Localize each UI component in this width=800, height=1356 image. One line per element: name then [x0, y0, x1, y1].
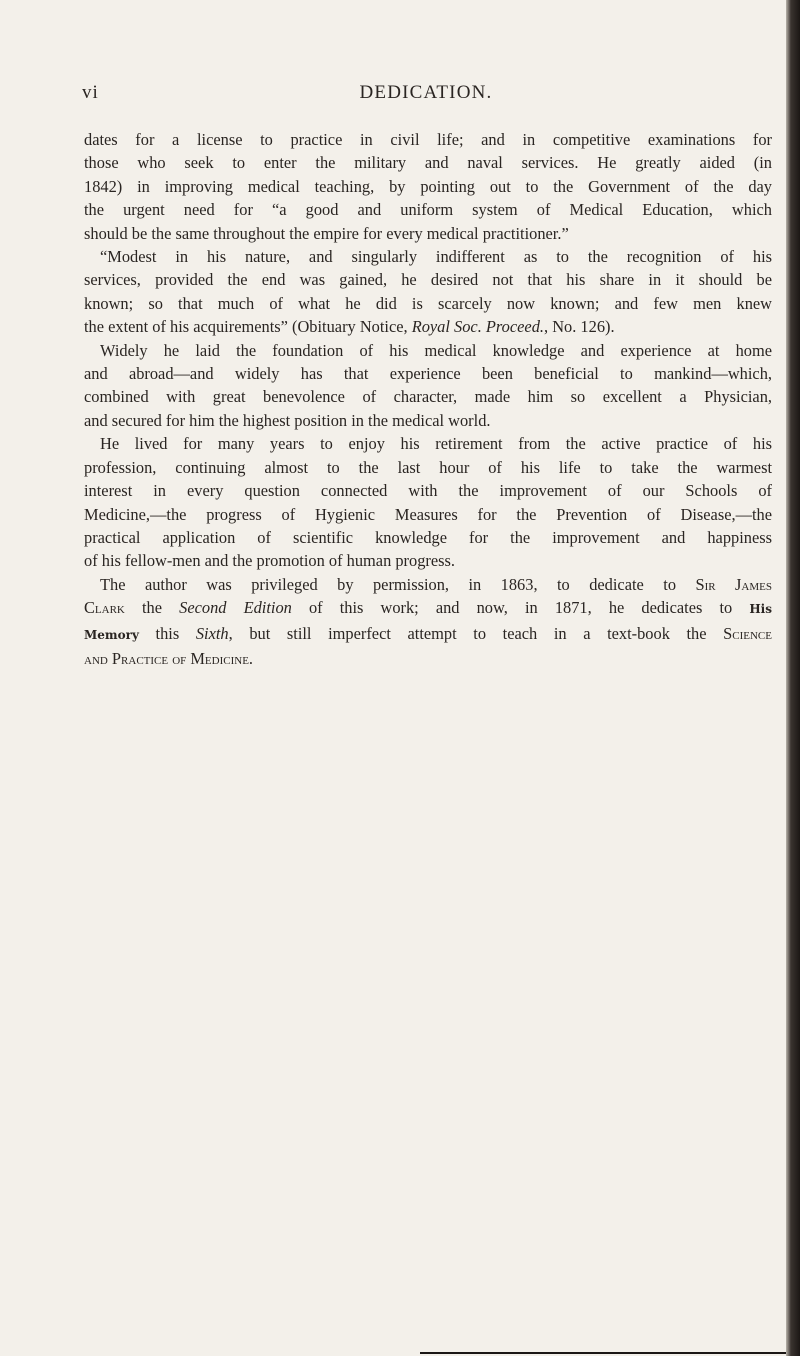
- text-line: He lived for many years to enjoy his retirement from the active practice of his: [100, 434, 772, 454]
- text-segment: , No. 126).: [544, 317, 615, 337]
- text-line: [84, 573, 772, 596]
- text-line: 1842) in improving medical teaching, by pointing out to the Government of the day: [84, 176, 772, 196]
- text-small-caps: Science: [723, 623, 772, 643]
- text-line: [84, 622, 772, 647]
- text-italic: Second Edition: [179, 598, 292, 618]
- page-number: vi: [82, 82, 99, 103]
- text-small-caps: Clark: [84, 598, 125, 618]
- text-line: [84, 647, 772, 670]
- text-line: profession, continuing almost to the last hour of his life to take the warmest: [84, 457, 772, 477]
- text-line: [84, 315, 772, 338]
- text-line: [84, 596, 772, 621]
- bottom-edge-line: [420, 1352, 786, 1354]
- running-head: DEDICATION.: [359, 82, 493, 103]
- body-text: [84, 128, 772, 670]
- text-line: the urgent need for “a good and uniform system of Medical Education, which: [84, 200, 772, 220]
- text-line: should be the same throughout the empire for every medical practitioner.”: [84, 223, 569, 243]
- text-italic: Royal Soc. Proceed.: [411, 317, 544, 337]
- text-segment: of this work; and now, in 1871, he dedicates to: [291, 598, 750, 618]
- text-segment: this: [138, 623, 196, 643]
- text-blackletter: Memory: [84, 627, 139, 642]
- text-small-caps: Sir James: [695, 574, 772, 594]
- text-line: Medicine,—the progress of Hygienic Measures for the Prevention of Disease,—the: [84, 504, 772, 524]
- text-line: dates for a license to practice in civil life; and in competitive examinations for: [84, 130, 772, 149]
- text-line: practical application of scientific knowledge for the improvement and happiness: [84, 527, 772, 547]
- page-edge-shadow: [786, 0, 800, 1356]
- text-small-caps: and Practice of Medicine.: [84, 648, 254, 668]
- text-line: and secured for him the highest position in the medical world.: [84, 410, 491, 430]
- text-blackletter: His: [749, 602, 772, 617]
- text-segment: the: [124, 598, 180, 618]
- text-line: those who seek to enter the military and naval services. He greatly aided (in: [84, 153, 772, 173]
- text-line: known; so that much of what he did is scarcely now known; and few men knew: [84, 293, 772, 313]
- text-segment: , but still imperfect attempt to teach in a text-book the: [228, 623, 724, 643]
- text-line: and abroad—and widely has that experience been beneficial to mankind—which,: [84, 364, 772, 384]
- text-lines: [84, 128, 772, 573]
- text-line: interest in every question connected with the improvement of our Schools of: [84, 481, 772, 501]
- text-line: Widely he laid the foundation of his medical knowledge and experience at home: [100, 340, 772, 360]
- text-italic: Sixth: [195, 623, 229, 643]
- text-line: services, provided the end was gained, he desired not that his share in it should be: [84, 270, 772, 290]
- page-header: [82, 82, 770, 106]
- text-line: “Modest in his nature, and singularly indifferent as to the recognition of his: [100, 247, 772, 267]
- text-segment: The author was privileged by permission, in 1863, to dedicate to: [100, 574, 696, 594]
- text-line: of his fellow-men and the promotion of human progress.: [84, 551, 455, 571]
- text-line: combined with great benevolence of character, made him so excellent a Physician,: [84, 387, 772, 407]
- text-segment: the extent of his acquirements” (Obituary Notice,: [84, 317, 412, 337]
